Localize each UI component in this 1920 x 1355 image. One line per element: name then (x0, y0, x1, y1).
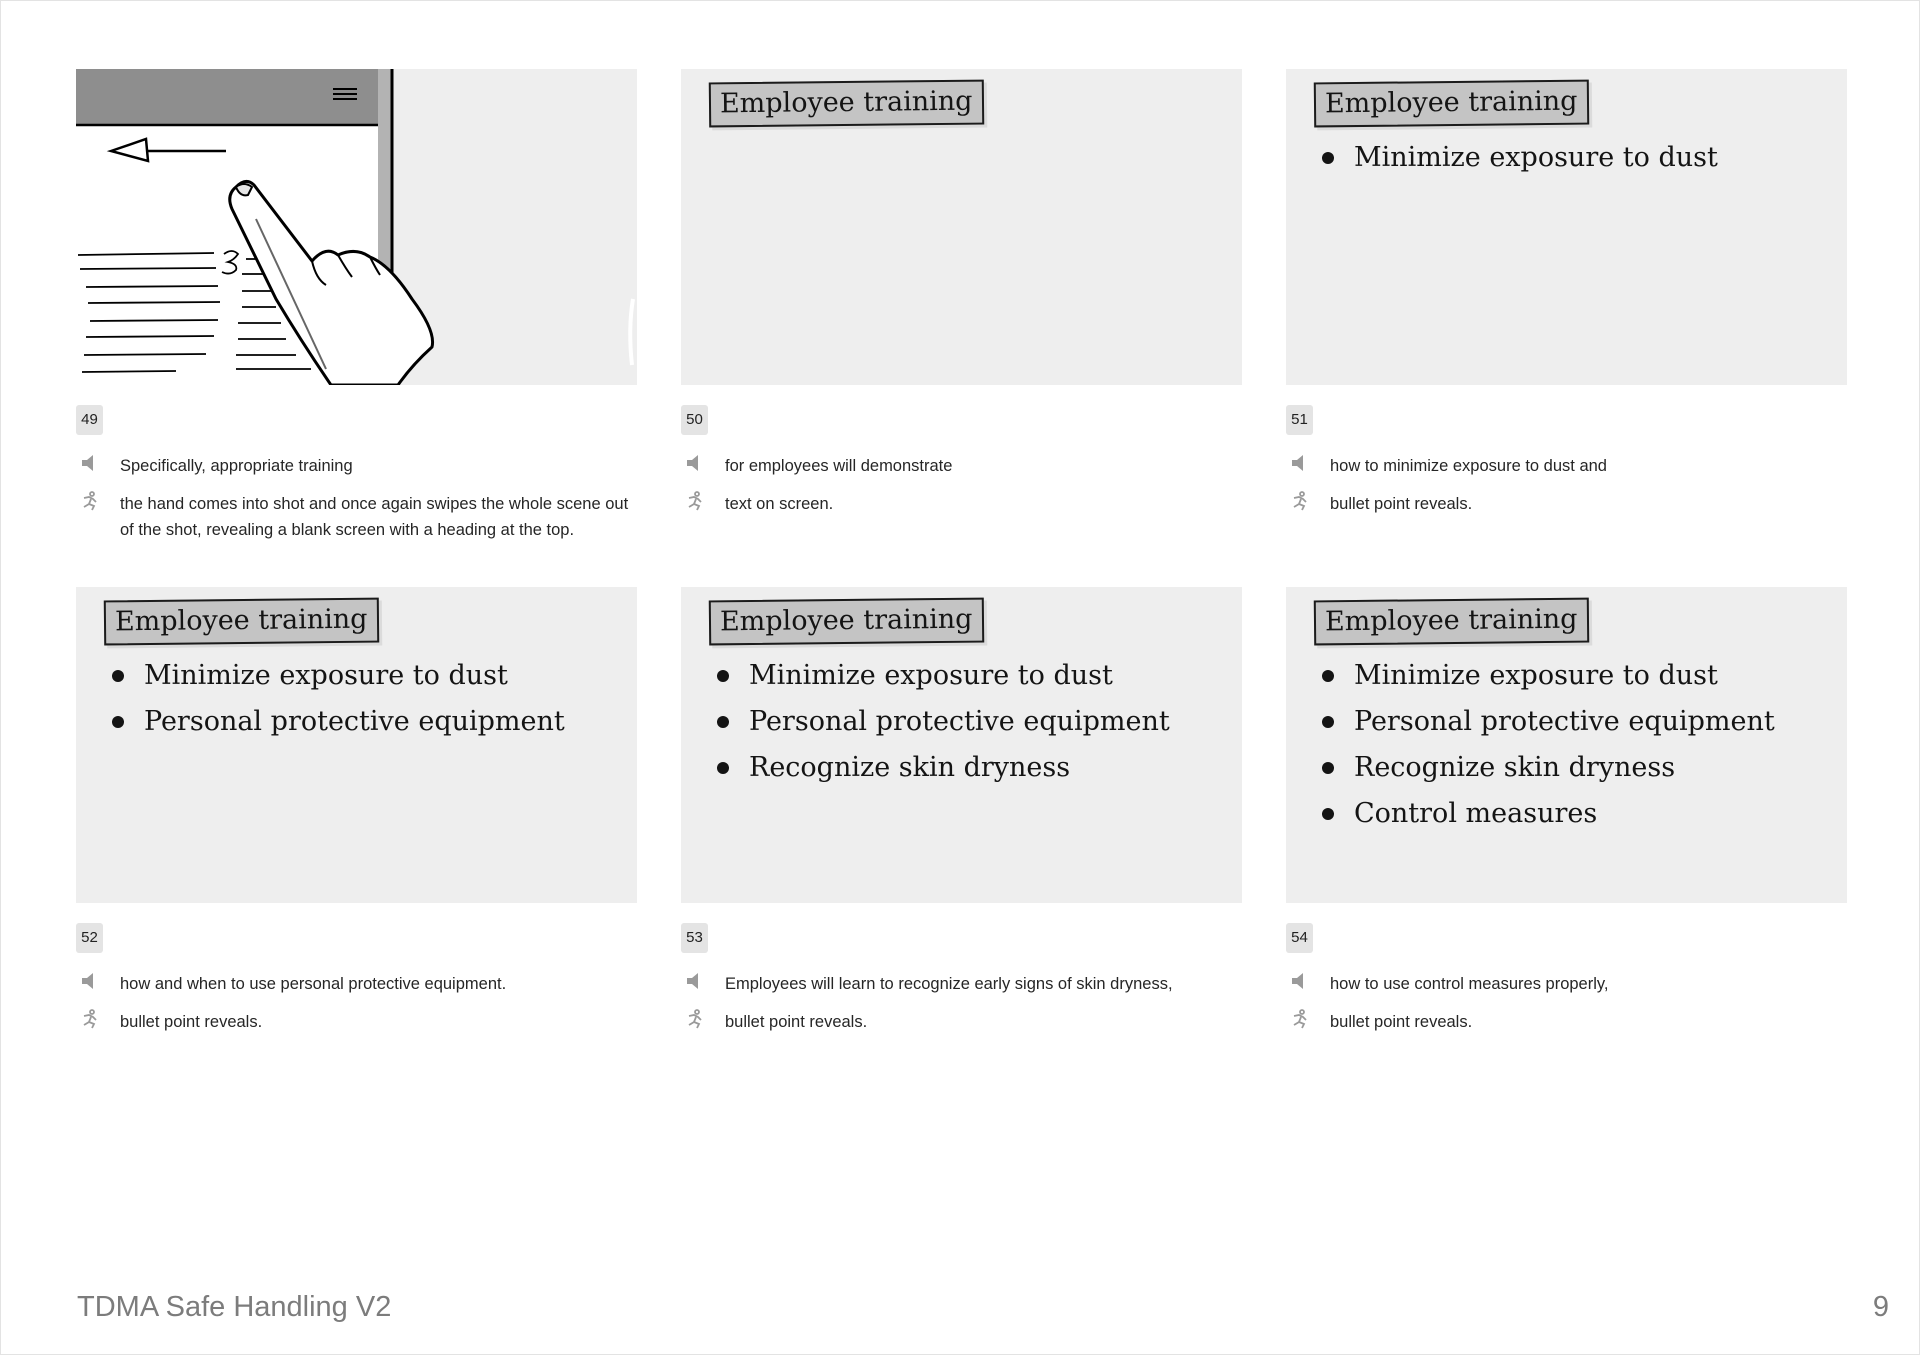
bullet-item: Recognize skin dryness (1322, 745, 1775, 791)
speaker-icon (685, 971, 705, 991)
bullet-item: Recognize skin dryness (717, 745, 1170, 791)
bullet-list (1322, 653, 1775, 837)
frame-panel (1286, 587, 1847, 903)
frame-number: 50 (681, 405, 708, 435)
speaker-icon (80, 453, 100, 473)
frame-panel (681, 587, 1242, 903)
action-text: bullet point reveals. (725, 1013, 868, 1031)
action-text: bullet point reveals. (1330, 1013, 1473, 1031)
action-text: the hand comes into shot and once again swipes the whole scene out of the shot, revealing a blank screen with a heading at the top. (120, 495, 629, 539)
bullet-item: Control measures (1322, 791, 1775, 837)
panel-heading: Employee training (709, 598, 985, 646)
hand-swipe-sketch (76, 69, 637, 385)
action-text: bullet point reveals. (120, 1013, 263, 1031)
bullet-item: Minimize exposure to dust (1322, 135, 1718, 181)
storyboard-frame-51 (1286, 69, 1847, 513)
bullet-item: Minimize exposure to dust (1322, 653, 1775, 699)
frame-panel (76, 587, 637, 903)
bullet-list (1322, 135, 1718, 181)
speaker-icon (1290, 453, 1310, 473)
running-figure-icon (685, 1009, 705, 1029)
storyboard-frame-50 (681, 69, 1242, 513)
running-figure-icon (685, 491, 705, 511)
speaker-icon (80, 971, 100, 991)
action-text: text on screen. (725, 495, 834, 513)
page-number: 9 (1872, 1291, 1889, 1323)
audio-text: for employees will demonstrate (725, 457, 953, 475)
bullet-item: Minimize exposure to dust (717, 653, 1170, 699)
storyboard-frame-54 (1286, 587, 1847, 1031)
frame-panel (76, 69, 637, 385)
storyboard-frame-52 (76, 587, 637, 1031)
bullet-item: Personal protective equipment (112, 699, 565, 745)
running-figure-icon (80, 1009, 100, 1029)
frame-panel (1286, 69, 1847, 385)
panel-heading: Employee training (104, 598, 380, 646)
frame-number: 49 (76, 405, 103, 435)
frame-panel (681, 69, 1242, 385)
audio-text: how to minimize exposure to dust and (1330, 457, 1607, 475)
audio-text: how to use control measures properly, (1330, 975, 1609, 993)
panel-heading: Employee training (709, 80, 985, 128)
audio-text: Specifically, appropriate training (120, 457, 353, 475)
storyboard-frame-53 (681, 587, 1242, 1031)
panel-heading: Employee training (1314, 80, 1590, 128)
panel-heading: Employee training (1314, 598, 1590, 646)
bullet-list (717, 653, 1170, 791)
bullet-item: Personal protective equipment (717, 699, 1170, 745)
frame-number: 52 (76, 923, 103, 953)
frame-number: 51 (1286, 405, 1313, 435)
audio-text: Employees will learn to recognize early signs of skin dryness, (725, 975, 1173, 993)
document-title: TDMA Safe Handling V2 (77, 1291, 392, 1323)
running-figure-icon (80, 491, 100, 511)
speaker-icon (1290, 971, 1310, 991)
running-figure-icon (1290, 491, 1310, 511)
action-text: bullet point reveals. (1330, 495, 1473, 513)
bullet-item: Minimize exposure to dust (112, 653, 565, 699)
bullet-item: Personal protective equipment (1322, 699, 1775, 745)
bullet-list (112, 653, 565, 745)
running-figure-icon (1290, 1009, 1310, 1029)
storyboard-frame-49 (76, 69, 637, 539)
frame-number: 54 (1286, 923, 1313, 953)
frame-number: 53 (681, 923, 708, 953)
audio-text: how and when to use personal protective equipment. (120, 975, 507, 993)
speaker-icon (685, 453, 705, 473)
